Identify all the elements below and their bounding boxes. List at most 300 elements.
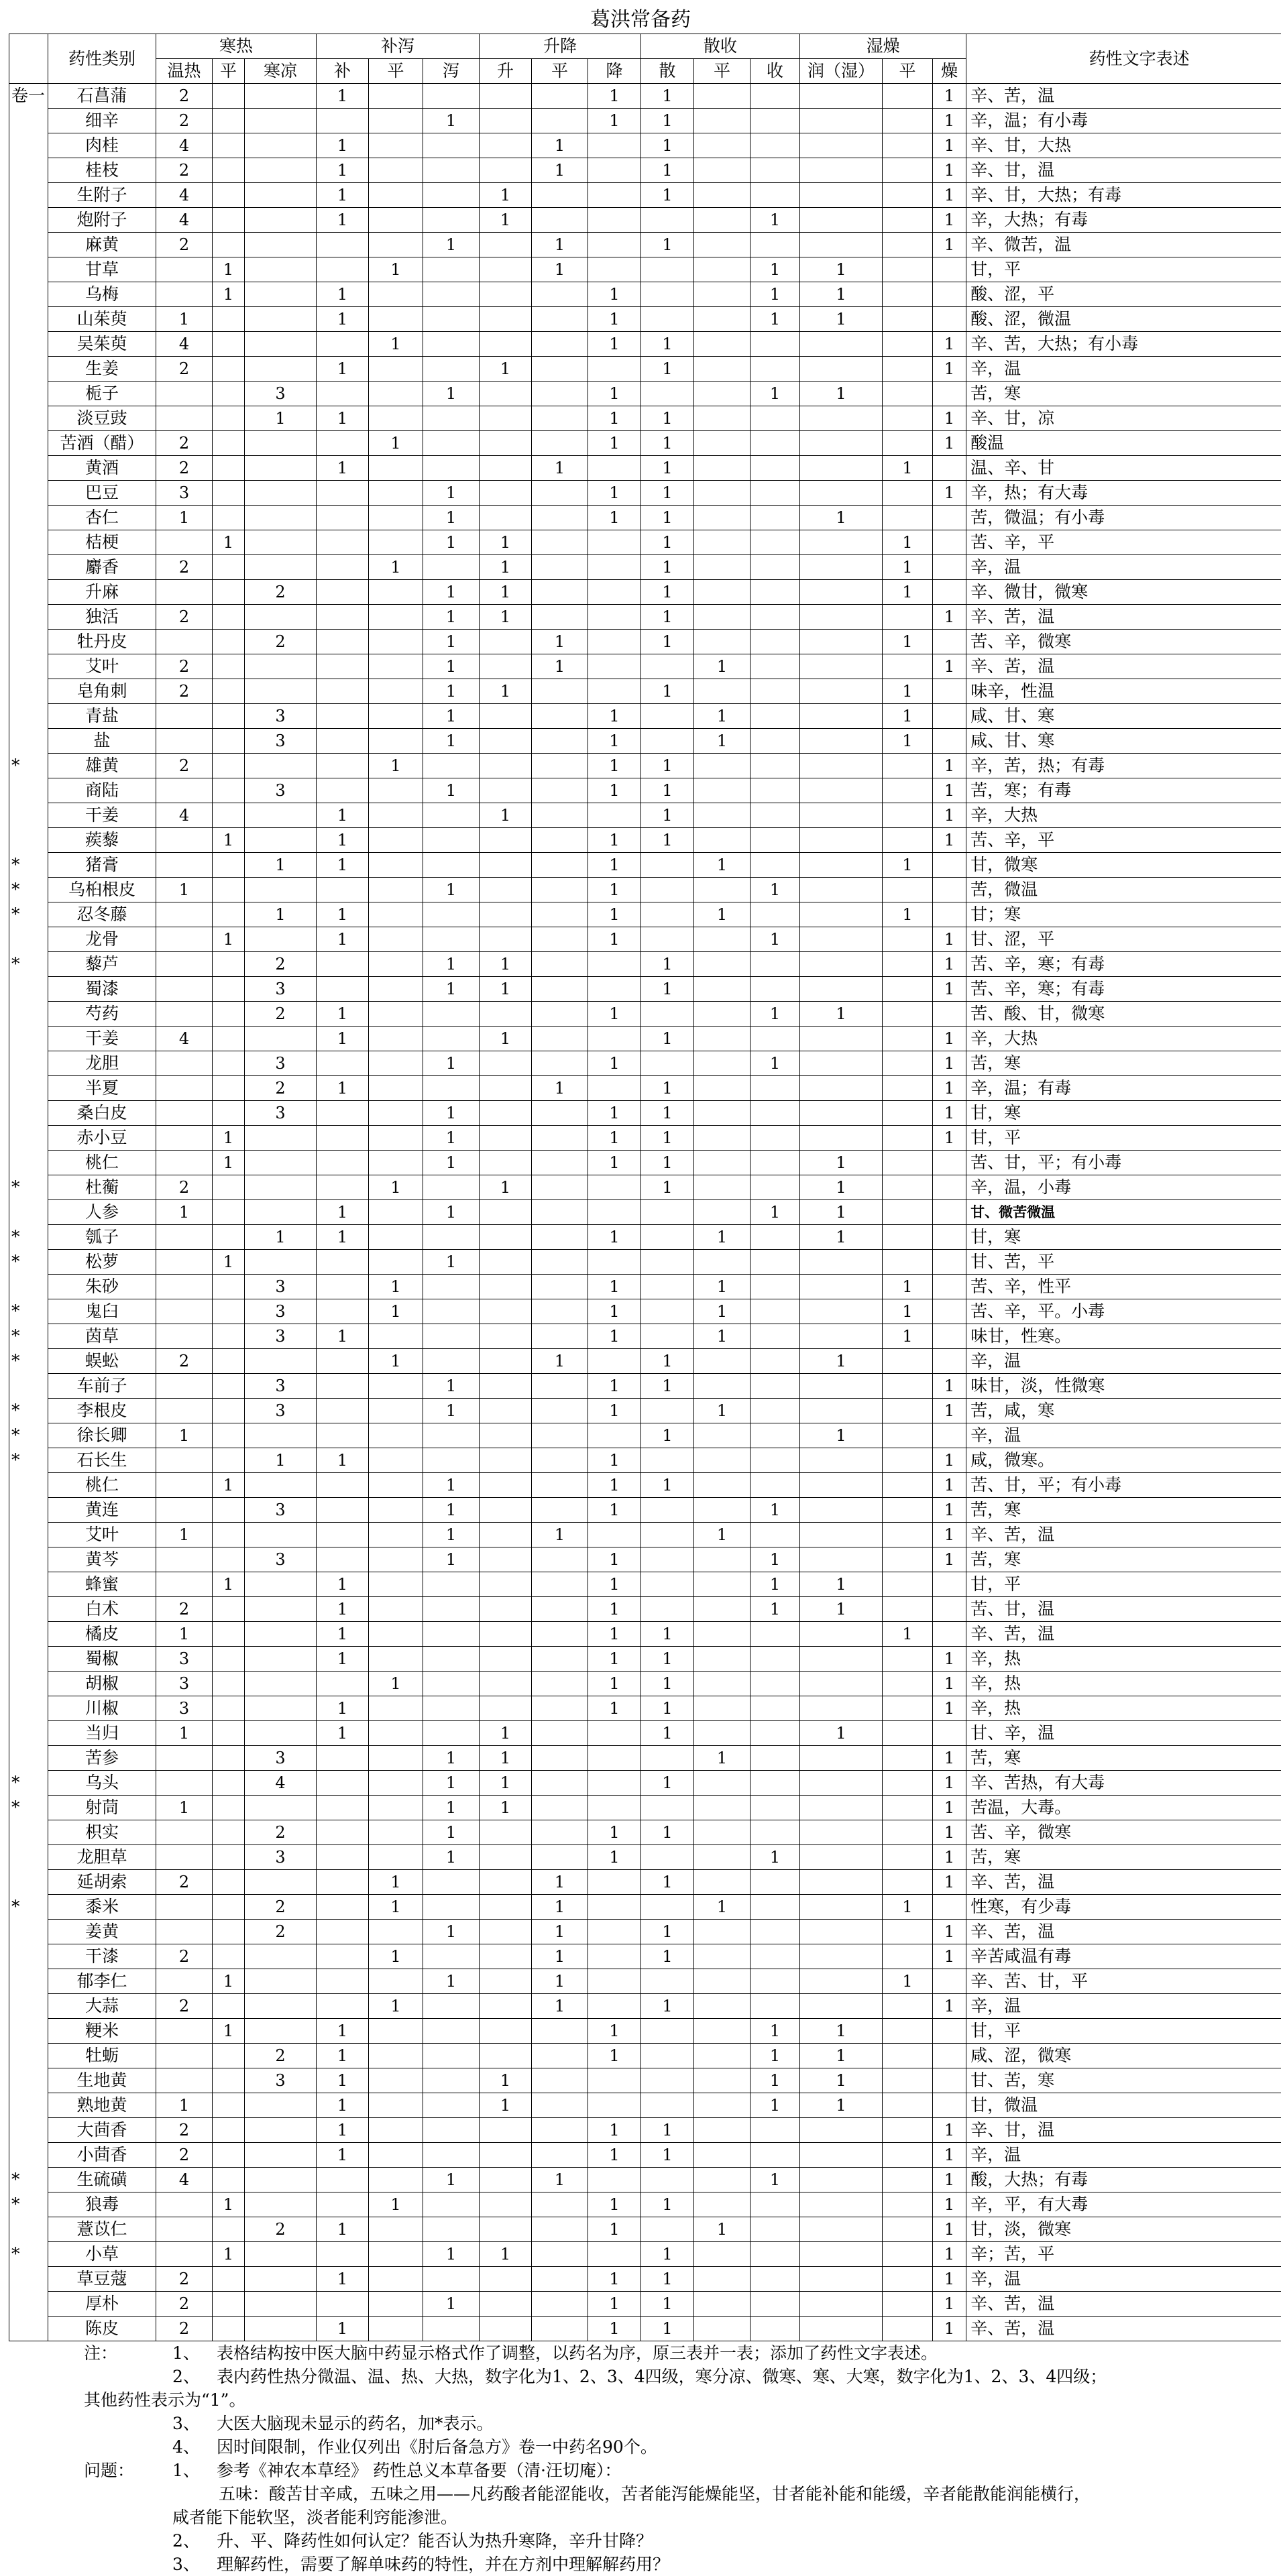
property-value: 1 xyxy=(933,332,966,357)
table-row xyxy=(9,1796,1281,1820)
property-value: 1 xyxy=(245,1448,317,1473)
property-value xyxy=(369,1051,423,1076)
property-description: 苦、辛，性平 xyxy=(966,1275,1281,1299)
property-value: 1 xyxy=(213,2019,245,2044)
property-value xyxy=(933,1275,966,1299)
desc-header: 药性文字表述 xyxy=(966,34,1281,84)
missing-marker xyxy=(9,530,48,555)
property-value xyxy=(156,2068,213,2093)
property-value xyxy=(369,1696,423,1721)
property-value xyxy=(213,233,245,257)
property-value xyxy=(532,357,588,382)
property-value: 1 xyxy=(588,307,641,332)
property-value: 1 xyxy=(883,1299,933,1324)
property-value: 2 xyxy=(245,2217,317,2242)
property-value: 1 xyxy=(480,2093,532,2118)
property-description: 辛、苦，温 xyxy=(966,1523,1281,1547)
property-value xyxy=(933,2019,966,2044)
herb-name: 干漆 xyxy=(48,1944,156,1969)
property-value: 1 xyxy=(694,2217,750,2242)
property-value: 1 xyxy=(588,1597,641,1622)
property-value xyxy=(800,1944,883,1969)
property-description: 辛、苦，温 xyxy=(966,84,1281,109)
table-row xyxy=(9,2019,1281,2044)
property-value: 3 xyxy=(245,729,317,754)
note-text: 表格结构按中医大脑中药显示格式作了调整，以药名为序，原三表并一表；添加了药性文字表述。 xyxy=(217,2341,938,2365)
property-value xyxy=(480,2044,532,2068)
property-value: 1 xyxy=(694,1399,750,1423)
note-text: 因时间限制，作业仅列出《肘后备急方》卷一中药名90个。 xyxy=(217,2435,657,2459)
property-value: 1 xyxy=(317,1597,369,1622)
property-description: 味甘，淡，性微寒 xyxy=(966,1374,1281,1399)
property-value xyxy=(641,382,694,406)
property-value xyxy=(423,1895,480,1920)
herb-name: 小茴香 xyxy=(48,2143,156,2168)
property-value xyxy=(532,183,588,208)
property-value xyxy=(245,357,317,382)
property-value xyxy=(933,580,966,605)
property-value xyxy=(156,1547,213,1572)
property-value xyxy=(933,282,966,307)
property-description: 辛，温 xyxy=(966,1423,1281,1448)
property-value xyxy=(588,2242,641,2267)
table-row xyxy=(9,1870,1281,1895)
property-value: 1 xyxy=(883,630,933,654)
property-value xyxy=(213,754,245,778)
property-value: 1 xyxy=(588,2143,641,2168)
property-description: 苦温，大毒。 xyxy=(966,1796,1281,1820)
property-value xyxy=(588,1969,641,1994)
notes-section xyxy=(9,2341,1272,2576)
property-value xyxy=(532,605,588,630)
property-value xyxy=(883,1796,933,1820)
property-value xyxy=(213,679,245,704)
property-value: 1 xyxy=(641,778,694,803)
property-value: 1 xyxy=(641,1696,694,1721)
property-value xyxy=(480,1200,532,1225)
property-value xyxy=(883,2118,933,2143)
questions-label: 问题： xyxy=(84,2459,134,2482)
property-value xyxy=(883,1175,933,1200)
property-value xyxy=(213,1374,245,1399)
property-value xyxy=(694,1721,750,1746)
property-value xyxy=(750,803,800,828)
property-description: 甘、苦，寒 xyxy=(966,2068,1281,2093)
property-value xyxy=(245,1126,317,1151)
property-value: 1 xyxy=(532,1920,588,1944)
property-value: 1 xyxy=(933,2267,966,2292)
property-value: 2 xyxy=(245,630,317,654)
table-row xyxy=(9,406,1281,431)
property-value xyxy=(933,1002,966,1027)
property-value: 1 xyxy=(641,754,694,778)
property-value xyxy=(800,1920,883,1944)
property-value xyxy=(480,406,532,431)
table-row xyxy=(9,580,1281,605)
property-value xyxy=(883,233,933,257)
property-value xyxy=(245,84,317,109)
property-value: 1 xyxy=(317,902,369,927)
property-value: 1 xyxy=(933,1448,966,1473)
herb-name: 石菖蒲 xyxy=(48,84,156,109)
property-description: 辛苦咸温有毒 xyxy=(966,1944,1281,1969)
property-value xyxy=(933,530,966,555)
herb-name: 草豆蔻 xyxy=(48,2267,156,2292)
property-value xyxy=(423,257,480,282)
property-value: 1 xyxy=(694,1299,750,1324)
table-row xyxy=(9,1622,1281,1647)
property-value xyxy=(532,2044,588,2068)
table-row xyxy=(9,853,1281,878)
property-value xyxy=(245,1944,317,1969)
property-value xyxy=(245,1349,317,1374)
property-value: 1 xyxy=(588,84,641,109)
property-value xyxy=(641,208,694,233)
property-value: 1 xyxy=(641,1672,694,1696)
herb-name: 延胡索 xyxy=(48,1870,156,1895)
property-value xyxy=(480,1572,532,1597)
property-value xyxy=(369,183,423,208)
missing-marker xyxy=(9,431,48,456)
property-value xyxy=(532,1473,588,1498)
property-value xyxy=(213,481,245,506)
property-value xyxy=(369,456,423,481)
table-row xyxy=(9,1399,1281,1423)
missing-marker xyxy=(9,1498,48,1523)
property-value xyxy=(423,2192,480,2217)
property-value xyxy=(480,1622,532,1647)
property-value: 1 xyxy=(156,1423,213,1448)
property-value xyxy=(156,1771,213,1796)
property-value: 1 xyxy=(532,158,588,183)
property-value xyxy=(369,729,423,754)
missing-marker xyxy=(9,580,48,605)
property-value xyxy=(317,2192,369,2217)
property-value xyxy=(883,778,933,803)
property-value: 1 xyxy=(423,1051,480,1076)
property-value: 1 xyxy=(213,530,245,555)
herb-name: 粳米 xyxy=(48,2019,156,2044)
property-value xyxy=(800,952,883,977)
property-value: 1 xyxy=(317,927,369,952)
property-value: 1 xyxy=(883,1324,933,1349)
property-value xyxy=(694,233,750,257)
property-value xyxy=(532,406,588,431)
property-value xyxy=(245,1870,317,1895)
property-value xyxy=(213,382,245,406)
property-value xyxy=(883,1250,933,1275)
property-value: 1 xyxy=(480,803,532,828)
property-value: 1 xyxy=(933,431,966,456)
property-value xyxy=(800,431,883,456)
property-value: 1 xyxy=(423,654,480,679)
property-value: 1 xyxy=(588,1051,641,1076)
property-value: 3 xyxy=(245,778,317,803)
property-value xyxy=(369,2044,423,2068)
property-value xyxy=(480,84,532,109)
property-value: 1 xyxy=(800,307,883,332)
property-value: 1 xyxy=(694,853,750,878)
property-value: 1 xyxy=(317,133,369,158)
property-value: 1 xyxy=(883,902,933,927)
property-value xyxy=(156,2019,213,2044)
property-value xyxy=(750,1647,800,1672)
property-value xyxy=(532,84,588,109)
property-value xyxy=(694,1994,750,2019)
herb-name: 薏苡仁 xyxy=(48,2217,156,2242)
property-value: 1 xyxy=(423,704,480,729)
table-row xyxy=(9,208,1281,233)
property-value xyxy=(750,555,800,580)
property-value xyxy=(532,307,588,332)
table-row xyxy=(9,1250,1281,1275)
property-value xyxy=(933,1597,966,1622)
property-value xyxy=(156,1002,213,1027)
property-value: 2 xyxy=(156,605,213,630)
property-value xyxy=(800,1796,883,1820)
property-value: 1 xyxy=(750,382,800,406)
property-value: 3 xyxy=(245,1498,317,1523)
property-value xyxy=(480,1349,532,1374)
missing-marker xyxy=(9,1002,48,1027)
property-value xyxy=(213,1771,245,1796)
property-value xyxy=(800,1746,883,1771)
property-value: 1 xyxy=(933,481,966,506)
herb-name: 陈皮 xyxy=(48,2317,156,2341)
property-description: 苦、甘，平；有小毒 xyxy=(966,1151,1281,1175)
property-value xyxy=(750,729,800,754)
property-value: 1 xyxy=(933,1498,966,1523)
property-value xyxy=(213,1870,245,1895)
property-value xyxy=(317,754,369,778)
table-row xyxy=(9,729,1281,754)
property-value xyxy=(423,183,480,208)
sub-header: 补 xyxy=(317,59,369,84)
property-value xyxy=(423,1994,480,2019)
property-value xyxy=(883,1225,933,1250)
property-value xyxy=(156,927,213,952)
property-value xyxy=(800,853,883,878)
property-value xyxy=(883,1647,933,1672)
table-row xyxy=(9,84,1281,109)
property-value xyxy=(750,1448,800,1473)
property-value: 1 xyxy=(641,679,694,704)
property-value: 1 xyxy=(317,803,369,828)
missing-marker xyxy=(9,1027,48,1051)
property-value xyxy=(694,803,750,828)
property-value xyxy=(588,1523,641,1547)
missing-marker xyxy=(9,555,48,580)
property-value xyxy=(883,952,933,977)
property-value: 2 xyxy=(156,1175,213,1200)
herb-name: 雄黄 xyxy=(48,754,156,778)
property-value xyxy=(369,1374,423,1399)
property-value xyxy=(369,307,423,332)
property-value: 2 xyxy=(245,2044,317,2068)
table-row xyxy=(9,357,1281,382)
property-value xyxy=(694,1027,750,1051)
property-value: 1 xyxy=(933,1746,966,1771)
table-row xyxy=(9,1324,1281,1349)
property-value xyxy=(694,208,750,233)
property-value xyxy=(213,1349,245,1374)
property-value: 1 xyxy=(317,1721,369,1746)
property-value xyxy=(933,1250,966,1275)
property-value xyxy=(369,2168,423,2192)
property-value: 1 xyxy=(933,1027,966,1051)
property-value xyxy=(800,183,883,208)
property-value xyxy=(423,2317,480,2341)
property-value xyxy=(213,1994,245,2019)
property-value: 1 xyxy=(423,1374,480,1399)
property-value xyxy=(883,2168,933,2192)
property-value: 2 xyxy=(245,1002,317,1027)
property-value xyxy=(532,332,588,357)
property-value xyxy=(800,828,883,853)
property-value: 1 xyxy=(588,704,641,729)
property-description: 苦、辛，微寒 xyxy=(966,630,1281,654)
property-value xyxy=(213,555,245,580)
property-value xyxy=(800,1051,883,1076)
property-value xyxy=(694,605,750,630)
missing-marker xyxy=(9,109,48,133)
property-value: 1 xyxy=(317,307,369,332)
missing-marker: * xyxy=(9,1895,48,1920)
property-value xyxy=(369,1101,423,1126)
property-value xyxy=(694,158,750,183)
property-value xyxy=(694,257,750,282)
property-value xyxy=(800,1771,883,1796)
property-value xyxy=(423,1448,480,1473)
property-value xyxy=(213,2168,245,2192)
property-value xyxy=(750,2192,800,2217)
property-value xyxy=(800,1647,883,1672)
table-row xyxy=(9,382,1281,406)
corner-cell xyxy=(9,59,48,84)
property-value xyxy=(480,1597,532,1622)
property-value xyxy=(933,257,966,282)
missing-marker xyxy=(9,1721,48,1746)
property-value xyxy=(750,1374,800,1399)
property-value: 1 xyxy=(317,2143,369,2168)
table-row xyxy=(9,2068,1281,2093)
missing-marker xyxy=(9,778,48,803)
property-value xyxy=(423,357,480,382)
property-value xyxy=(641,2068,694,2093)
property-value xyxy=(423,2143,480,2168)
herb-name: 龙胆 xyxy=(48,1051,156,1076)
property-value xyxy=(694,456,750,481)
herb-name: 细辛 xyxy=(48,109,156,133)
herb-name: 李根皮 xyxy=(48,1399,156,1423)
property-value xyxy=(213,2267,245,2292)
sub-header: 平 xyxy=(369,59,423,84)
property-value xyxy=(480,2217,532,2242)
property-value xyxy=(641,729,694,754)
property-value: 1 xyxy=(641,233,694,257)
property-value xyxy=(750,654,800,679)
property-description: 酸，大热；有毒 xyxy=(966,2168,1281,2192)
property-value xyxy=(480,431,532,456)
property-description: 辛，温 xyxy=(966,2267,1281,2292)
property-value xyxy=(588,2068,641,2093)
herb-name: 麻黄 xyxy=(48,233,156,257)
property-value xyxy=(369,2068,423,2093)
property-value xyxy=(800,2317,883,2341)
missing-marker: * xyxy=(9,754,48,778)
property-value xyxy=(317,1051,369,1076)
property-value: 1 xyxy=(480,1796,532,1820)
property-value xyxy=(883,2143,933,2168)
property-description: 苦、辛，平 xyxy=(966,530,1281,555)
missing-marker xyxy=(9,233,48,257)
property-value xyxy=(800,679,883,704)
property-value: 1 xyxy=(641,1870,694,1895)
property-value xyxy=(750,1523,800,1547)
property-description: 甘，寒 xyxy=(966,1225,1281,1250)
property-value xyxy=(883,977,933,1002)
property-value: 1 xyxy=(933,84,966,109)
missing-marker xyxy=(9,977,48,1002)
property-value xyxy=(317,704,369,729)
missing-marker xyxy=(9,2217,48,2242)
property-value xyxy=(213,2217,245,2242)
property-value xyxy=(369,605,423,630)
property-value xyxy=(532,1423,588,1448)
missing-marker xyxy=(9,2118,48,2143)
property-value: 1 xyxy=(317,2044,369,2068)
property-value xyxy=(245,2267,317,2292)
property-value: 1 xyxy=(933,406,966,431)
property-value xyxy=(480,1101,532,1126)
property-value xyxy=(480,307,532,332)
property-value xyxy=(213,977,245,1002)
property-value xyxy=(641,704,694,729)
property-value xyxy=(213,406,245,431)
property-value: 1 xyxy=(423,1796,480,1820)
property-value xyxy=(423,1275,480,1299)
property-value xyxy=(245,1672,317,1696)
property-value xyxy=(480,853,532,878)
property-value: 1 xyxy=(933,1870,966,1895)
property-value: 1 xyxy=(933,1076,966,1101)
property-value xyxy=(156,1845,213,1870)
property-value xyxy=(800,605,883,630)
property-value: 2 xyxy=(245,580,317,605)
property-value xyxy=(532,1027,588,1051)
property-description: 温、辛、甘 xyxy=(966,456,1281,481)
property-description: 辛、苦，温 xyxy=(966,1870,1281,1895)
property-value xyxy=(588,605,641,630)
property-value xyxy=(245,506,317,530)
property-value xyxy=(532,506,588,530)
property-value xyxy=(369,1820,423,1845)
herb-name: 苦参 xyxy=(48,1746,156,1771)
property-value: 1 xyxy=(588,2192,641,2217)
property-value xyxy=(369,1572,423,1597)
property-value xyxy=(423,1721,480,1746)
property-value xyxy=(213,2143,245,2168)
property-value xyxy=(317,382,369,406)
property-value xyxy=(750,133,800,158)
missing-marker xyxy=(9,2093,48,2118)
property-value: 1 xyxy=(933,2242,966,2267)
property-description: 苦，寒 xyxy=(966,1498,1281,1523)
sub-header: 平 xyxy=(883,59,933,84)
property-value xyxy=(423,1423,480,1448)
property-value: 1 xyxy=(933,1920,966,1944)
property-value: 1 xyxy=(532,1870,588,1895)
